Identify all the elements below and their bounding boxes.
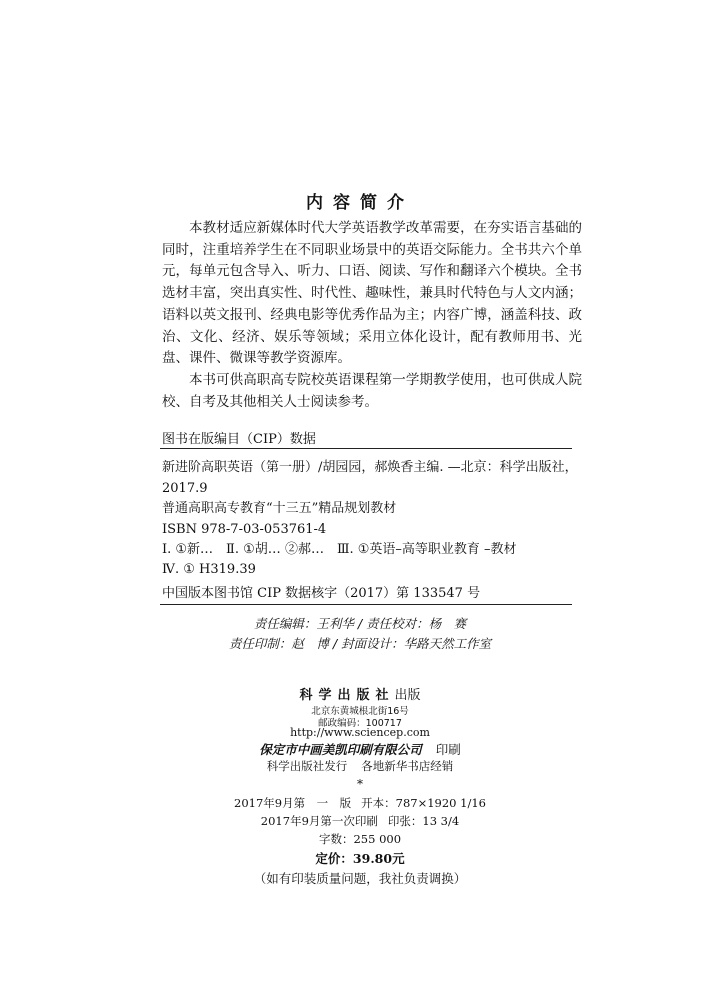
publisher-name: 科学出版社 <box>299 688 395 703</box>
cip-classification-line: Ⅰ. ①新… Ⅱ. ①胡… ②郝… Ⅲ. ①英语–高等职业教育 –教材 <box>162 542 517 557</box>
cip-classification-line: Ⅳ. ① H319.39 <box>162 562 256 577</box>
cip-bibliographic-record <box>162 458 582 540</box>
cip-date-line: 2017.9 <box>162 480 208 496</box>
book-format: 开本：787×1920 1/16 <box>361 796 486 810</box>
cip-top-divider <box>160 448 572 449</box>
edition-line <box>0 795 720 811</box>
production-credits: 责任印制：赵 博 / 封面设计：华路天然工作室 <box>228 636 492 651</box>
separator-star: * <box>357 777 363 791</box>
cip-record-number: 中国版本图书馆 CIP 数据核字（2017）第 133547 号 <box>162 586 481 601</box>
cip-series-line: 普通高职高专教育“十三五”精品规划教材 <box>162 501 397 516</box>
publisher-postcode: 邮政编码：100717 <box>318 718 402 729</box>
printer-name: 保定市中画美凯印刷有限公司 <box>259 742 422 757</box>
summary-title: 内容简介 <box>306 193 414 213</box>
publisher-address: 北京东黄城根北街16号 <box>311 706 409 717</box>
cip-isbn: ISBN 978-7-03-053761-4 <box>162 521 327 537</box>
edition-date: 2017年9月第 一 版 <box>234 796 352 810</box>
publisher-url: http://www.sciencep.com <box>290 726 430 739</box>
word-count: 字数：255 000 <box>318 832 402 846</box>
summary-paragraph: 本教材适应新媒体时代大学英语教学改革需要，在夯实语言基础的同时，注重培养学生在不同职业场景中的英语交际能力。全书共六个单元，每单元包含导入、听力、口语、阅读、写作和翻译六个模块。全书选材丰富，突出真实性、时代性、趣味性，兼具时代特色与人文内涵；语料以英文报刊、经典电影等优秀作品为主；内容广博，涵盖科技、政治、文化、经济、娱乐等领域；采用立体化设计，配有教师用书、光盘、课件、微课等教学资源库。 <box>162 220 582 367</box>
publisher-suffix: 出版 <box>394 688 421 703</box>
summary-body <box>162 218 582 413</box>
summary-paragraph: 本书可供高职高专院校英语课程第一学期教学使用，也可供成人院校、自考及其他相关人士阅读参考。 <box>162 371 582 410</box>
cip-classification <box>162 540 582 580</box>
printed-sheets: 印张：13 3/4 <box>387 814 460 828</box>
distributor: 科学出版社发行 <box>266 759 348 773</box>
retail-channel: 各地新华书店经销 <box>361 759 454 773</box>
quality-notice: （如有印装质量问题，我社负责调换） <box>253 871 467 886</box>
cip-title-line: 新进阶高职英语（第一册）/胡园园，郝焕香主编. —北京：科学出版社， <box>162 460 578 475</box>
printing-line <box>0 813 720 829</box>
editor-credits: 责任编辑：王利华 / 责任校对：杨 赛 <box>253 616 467 631</box>
publisher-line <box>0 684 720 703</box>
printing-date: 2017年9月第一次印刷 <box>260 814 378 828</box>
price: 定价：39.80元 <box>315 851 405 866</box>
printer-line <box>0 740 720 758</box>
cip-heading: 图书在版编目（CIP）数据 <box>162 432 316 447</box>
cip-bottom-divider <box>160 604 572 605</box>
printer-suffix: 印刷 <box>435 742 461 757</box>
distribution-line <box>0 758 720 774</box>
